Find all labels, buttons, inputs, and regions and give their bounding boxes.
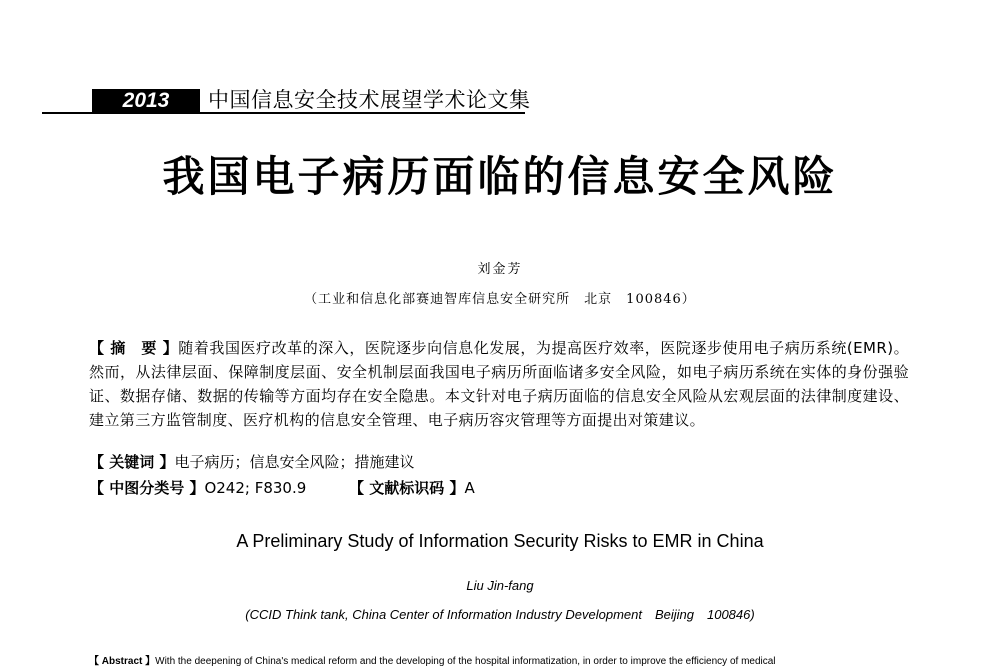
keywords-row (89, 451, 414, 472)
english-abstract-text: With the deepening of China's medical reform and the developing of the hospital informatization, in order to improve the efficiency of medical (155, 656, 776, 666)
abstract-cn-text: 随着我国医疗改革的深入，医院逐步向信息化发展，为提高医疗效率，医院逐步使用电子病历系统(EMR)。然而，从法律层面、保障制度层面、安全机制层面我国电子病历所面临诸多安全风险，如电子病历系统在实体的身份强验证、数据存储、数据的传输等方面均存在安全隐患。本文针对电子病历面临的信息安全风险从宏观层面的法律制度建设、建立第三方监管制度、医疗机构的信息安全管理、电子病历容灾管理等方面提出对策建议。 (89, 339, 909, 429)
keywords-label: 【 关键词 】 (89, 453, 175, 471)
abstract-cn-label: 【 摘 要 】 (89, 339, 179, 357)
paper-title: 我国电子病历面临的信息安全风险 (162, 152, 838, 201)
affiliation-cn: （工业和信息化部赛迪智库信息安全研究所 北京 100846） (304, 292, 696, 307)
doc-code (349, 477, 475, 498)
english-abstract-label: 【 Abstract 】 (89, 656, 156, 666)
classification-value: O242; F830.9 (204, 479, 307, 497)
doc-code-value: A (464, 479, 475, 497)
keywords-text: 电子病历；信息安全风险；措施建议 (174, 453, 415, 471)
header-bar (42, 88, 531, 114)
classification-row (89, 477, 909, 498)
classification-label: 【 中图分类号 】 (89, 479, 205, 497)
english-title: A Preliminary Study of Information Security Risks to EMR in China (236, 531, 764, 551)
series-title: 中国信息安全技术展望学术论文集 (208, 88, 531, 112)
author-name-cn: 刘金芳 (477, 262, 523, 277)
english-abstract (89, 655, 909, 666)
header-rule (42, 112, 525, 114)
year-badge: 2013 (92, 89, 200, 112)
english-affiliation: (CCID Think tank, China Center of Information Industry Development Beijing 100846) (245, 607, 755, 622)
doc-code-label: 【 文献标识码 】 (349, 479, 465, 497)
english-author: Liu Jin-fang (466, 578, 534, 593)
abstract-cn (89, 336, 909, 432)
